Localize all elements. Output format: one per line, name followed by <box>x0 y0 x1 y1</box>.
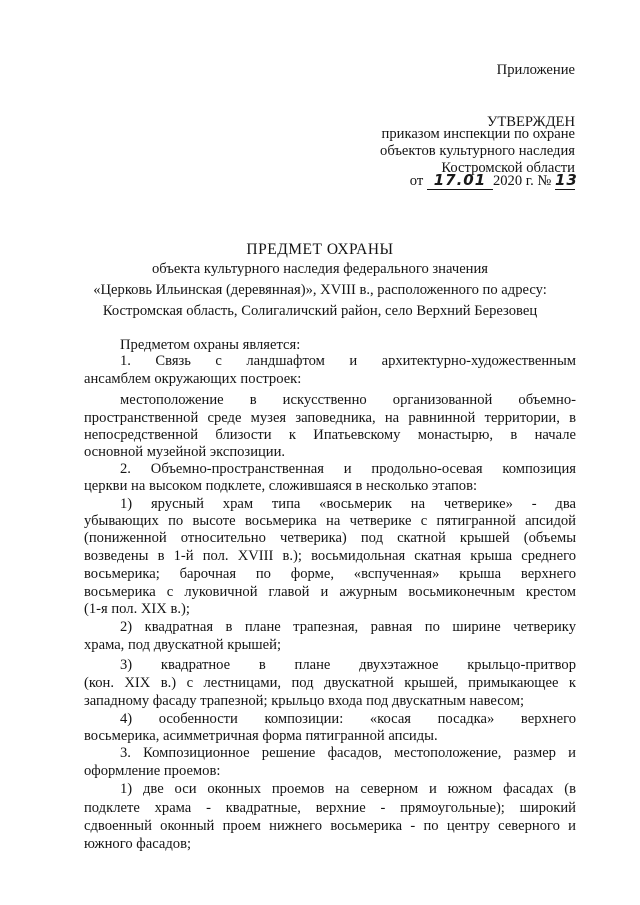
body-line: 1) две оси оконных проемов на северном и южном фасадах (в <box>120 781 576 797</box>
body-line: южного фасадов; <box>84 836 192 852</box>
body-line: (1-я пол. XIX в.); <box>84 601 190 617</box>
body-line: Предметом охраны является: <box>120 337 301 353</box>
order-line-2: объектов культурного наследия <box>380 143 575 159</box>
number-handwritten: 13 <box>555 171 578 189</box>
body-line: восьмерика; барочная по форме, «вспученная» крыша верхнего <box>84 566 576 582</box>
appendix-label: Приложение <box>496 62 575 78</box>
body-line: восьмерика, асимметричная форма пятигранной апсиды. <box>84 728 438 744</box>
body-line: 3) квадратное в плане двухэтажное крыльцо-притвор <box>120 657 576 673</box>
body-line: непосредственной близости к Ипатьевскому монастырю, в начале <box>84 427 576 443</box>
order-date-line <box>409 171 578 190</box>
body-line: (кон. XIX в.) с лестницами, под двускатной крышей, примыкающее к <box>84 675 576 691</box>
body-line: подклете храма - квадратные, верхние - прямоугольные); широкий <box>84 800 576 816</box>
body-line: оформление проемов: <box>84 763 221 779</box>
body-line: возведены в 1-й пол. XVIII в.); восьмидольная скатная крыша среднего <box>84 548 576 564</box>
body-line: (пониженной относительно четверика) под скатной крышей (объемы <box>84 530 576 546</box>
body-line: церкви на высоком подклете, сложившаяся в несколько этапов: <box>84 478 478 494</box>
body-line: 2. Объемно-пространственная и продольно-осевая композиция <box>120 461 576 477</box>
body-line: сдвоенный оконный проем нижнего восьмерика - по центру северного и <box>84 818 576 834</box>
document-title: ПРЕДМЕТ ОХРАНЫ <box>246 241 394 258</box>
number-field <box>555 171 578 190</box>
body-line: храма, под двускатной крышей; <box>84 637 282 653</box>
approved-label: УТВЕРЖДЕН <box>487 114 575 130</box>
body-line: основной музейной экспозиции. <box>84 444 286 460</box>
order-line-3: Костромской области <box>441 160 575 176</box>
year-suffix: 2020 г. № <box>492 173 552 189</box>
body-line: 4) особенности композиции: «косая посадка» верхнего <box>120 711 576 727</box>
body-line: восьмерика с луковичной главой и ажурным восьмиконечным крестом <box>84 584 576 600</box>
body-line: 1. Связь с ландшафтом и архитектурно-художественным <box>120 353 576 369</box>
body-line: 1) ярусный храм типа «восьмерик на четверике» - два <box>120 496 576 512</box>
body-line: западному фасаду трапезной; крыльцо входа под двускатным навесом; <box>84 693 525 709</box>
date-prefix: от <box>409 173 424 189</box>
title-line-1: объекта культурного наследия федерального значения <box>151 261 489 277</box>
date-field <box>427 172 493 190</box>
body-line: 3. Композиционное решение фасадов, местоположение, размер и <box>120 745 576 761</box>
body-line: 2) квадратная в плане трапезная, равная по ширине четверику <box>120 619 576 635</box>
body-line: ансамблем окружающих построек: <box>84 371 302 387</box>
body-line: местоположение в искусственно организованной объемно- <box>120 392 576 408</box>
body-line: пространственной среде музея заповедника, на равнинной территории, в <box>84 410 576 426</box>
date-handwritten: 17.01 <box>433 171 487 189</box>
title-line-3: Костромская область, Солигаличский район, село Верхний Березовец <box>102 303 538 319</box>
title-line-2: «Церковь Ильинская (деревянная)», XVIII в., расположенного по адресу: <box>93 282 547 298</box>
order-line-1: приказом инспекции по охране <box>381 126 575 142</box>
body-line: убывающих по высоте восьмерика на четверике с пятигранной апсидой <box>84 513 576 529</box>
